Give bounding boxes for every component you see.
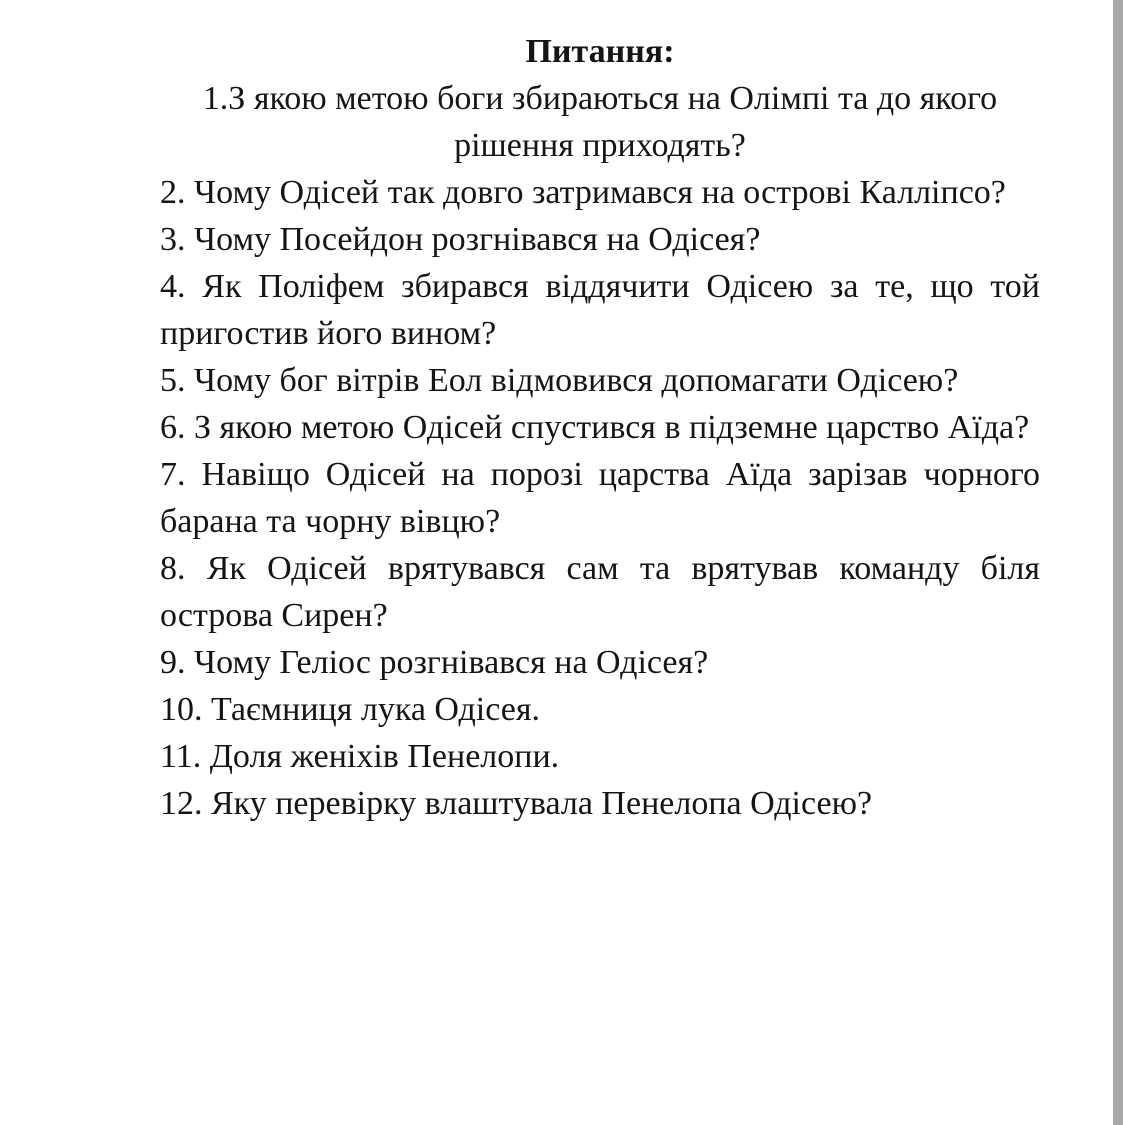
question-1: 1.З якою метою боги збираються на Олімпі та до якого рішення приходять? — [202, 80, 998, 164]
document-title: Питання: — [525, 33, 675, 70]
question-5: 5. Чому бог вітрів Еол відмовився допомагати Одісею? — [160, 362, 959, 399]
question-6: 6. З якою метою Одісей спустився в підземне царство Аїда? — [160, 409, 1030, 446]
page-edge-shadow — [1113, 0, 1123, 1125]
question-8: 8. Як Одісей врятувався сам та врятував команду біля острова Сирен? — [160, 550, 1040, 634]
question-2: 2. Чому Одісей так довго затримався на острові Калліпсо? — [160, 174, 1006, 211]
question-11: 11. Доля женіхів Пенелопи. — [160, 738, 560, 775]
questions-document — [160, 28, 1040, 827]
question-12: 12. Яку перевірку влаштувала Пенелопа Одісею? — [160, 785, 873, 822]
question-9: 9. Чому Геліос розгнівався на Одісея? — [160, 644, 709, 681]
question-10: 10. Таємниця лука Одісея. — [160, 691, 540, 728]
question-3: 3. Чому Посейдон розгнівався на Одісея? — [160, 221, 761, 258]
question-7: 7. Навіщо Одісей на порозі царства Аїда зарізав чорного барана та чорну вівцю? — [160, 456, 1040, 540]
question-4: 4. Як Поліфем збирався віддячити Одісею за те, що той пригостив його вином? — [160, 268, 1040, 352]
